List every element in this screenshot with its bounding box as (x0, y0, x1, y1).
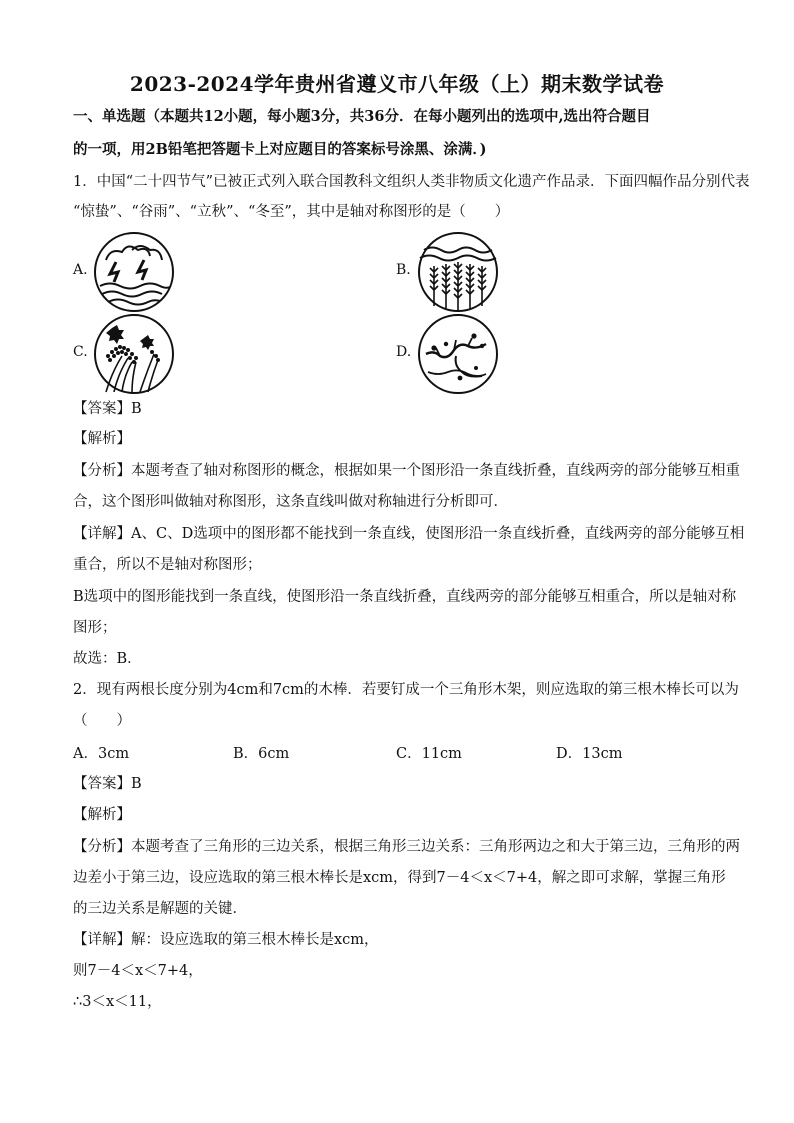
q1-answer: 【答案】B (73, 401, 142, 417)
thunder-cloud-icon (92, 230, 176, 314)
q1-fenxi-line2: 合，这个图形叫做轴对称图形，这条直线叫做对称轴进行分析即可． (73, 494, 508, 510)
q2-choice-c: C．11cm (396, 746, 462, 762)
document-title: 2023-2024学年贵州省遵义市八年级（上）期末数学试卷 (129, 72, 665, 96)
q1-option-a-label: A. (73, 262, 88, 278)
q1-conclusion: 故选：B． (73, 651, 142, 667)
section-heading-line2: 的一项，用2B铅笔把答题卡上对应题目的答案标号涂黑、涂满．) (73, 141, 487, 158)
q1-stem-line2: “惊蛰”、“谷雨”、“立秋”、“冬至”，其中是轴对称图形的是（ ） (73, 204, 510, 220)
q2-choice-a: A．3cm (73, 746, 130, 762)
q1-option-b-label: B. (396, 262, 411, 278)
q1-stem-line1: 1．中国“二十四节气”已被正式列入联合国教科文组织人类非物质文化遗产作品录．下面四幅作品分别代表 (73, 174, 750, 190)
q1-xiangjie-line2: 重合，所以不是轴对称图形； (73, 557, 262, 573)
section-heading-line1: 一、单选题（本题共12小题，每小题3分，共36分．在每小题列出的选项中,选出符合题目 (73, 108, 651, 125)
q2-answer: 【答案】B (73, 776, 142, 792)
q1-xiangjie-line4: 图形； (73, 620, 117, 636)
q1-option-c-label: C. (73, 344, 88, 360)
q2-xiangjie-line2: 则7－4＜x＜7+4， (73, 963, 203, 979)
q2-analysis-heading: 【解析】 (73, 807, 131, 823)
grain-waves-icon (416, 230, 500, 314)
rice-leaves-icon (92, 312, 176, 396)
q1-xiangjie-line1: 【详解】A、C、D选项中的图形都不能找到一条直线，使图形沿一条直线折叠，直线两旁的部分能够互相 (73, 526, 745, 542)
winter-branch-icon (416, 312, 500, 396)
q2-fenxi-line3: 的三边关系是解题的关键． (73, 901, 247, 917)
q2-choice-b: B．6cm (233, 746, 290, 762)
q1-option-d-label: D. (396, 344, 412, 360)
q2-stem-line1: 2．现有两根长度分别为4cm和7cm的木棒．若要钉成一个三角形木架，则应选取的第三根木棒长可以为 (73, 682, 739, 698)
q2-fenxi-line1: 【分析】本题考查了三角形的三边关系，根据三角形三边关系：三角形两边之和大于第三边，三角形的两 (73, 839, 740, 855)
q2-choice-d: D．13cm (556, 746, 623, 762)
q1-analysis-heading: 【解析】 (73, 431, 131, 447)
q2-stem-line2: （ ） (73, 713, 131, 729)
q1-fenxi-line1: 【分析】本题考查了轴对称图形的概念，根据如果一个图形沿一条直线折叠，直线两旁的部分能够互相重 (73, 463, 740, 479)
q2-xiangjie-line1: 【详解】解：设应选取的第三根木棒长是xcm， (73, 932, 379, 948)
q1-xiangjie-line3: B选项中的图形能找到一条直线，使图形沿一条直线折叠，直线两旁的部分能够互相重合，所以是轴对称 (73, 589, 737, 605)
q2-fenxi-line2: 边差小于第三边，设应选取的第三根木棒长是xcm，得到7－4＜x＜7+4，解之即可求解，掌握三角形 (73, 870, 726, 886)
q2-xiangjie-line3: ∴3＜x＜11， (73, 994, 162, 1010)
